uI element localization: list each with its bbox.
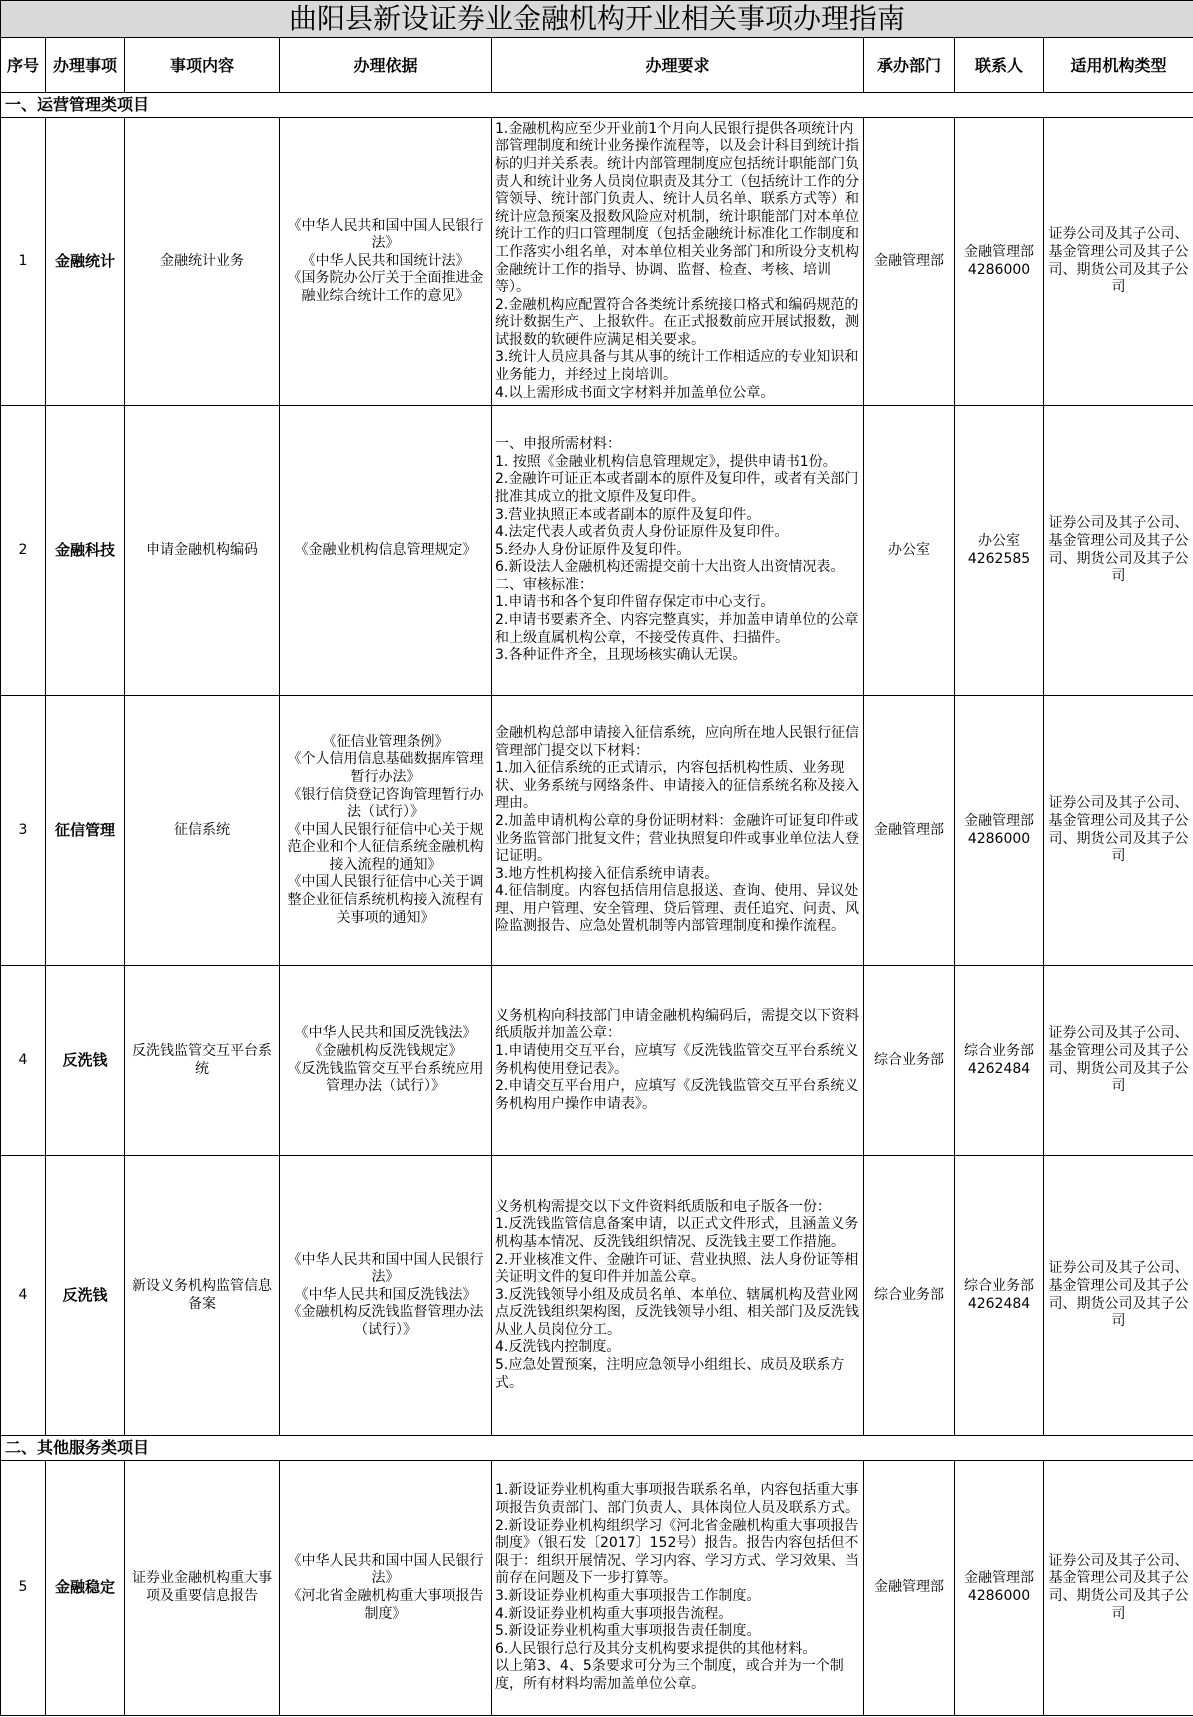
- row-types: 证券公司及其子公司、基金管理公司及其子公司、期货公司及其子公司: [1044, 406, 1193, 696]
- contact-line: 办公室: [978, 532, 1020, 549]
- row-requirements: 金融机构总部申请接入征信系统，应向所在地人民银行征信管理部门提交以下材料： 1.加入征信系统的正式请示，内容包括机构性质、业务现状、业务系统与网络条件、申请接入的征信系统名称及接入理由。 2.加盖申请机构公章的身份证明材料：金融许可证复印件或业务监管部门批复文件；营业执照复印件或事业单位法人登记证明。 3.地方性机构接入征信系统申请表。 4.征信制度。内容包括信用信息报送、查询、使用、异议处理、用户管理、安全管理、贷后管理、责任追究、问责、风险监测报告、应急处置机制等内部管理制度和操作流程。: [492, 696, 864, 966]
- basis-line: 《中华人民共和国中国人民银行法》: [287, 1552, 484, 1587]
- basis-line: 《金融业机构信息管理规定》: [294, 541, 477, 558]
- row-contact: [955, 966, 1044, 1156]
- row-contact: [955, 118, 1044, 406]
- basis-line: 《河北省金融机构重大事项报告制度》: [287, 1588, 484, 1622]
- row-requirements: 1.新设证券业机构重大事项报告联系名单，内容包括重大事项报告负责部门、部门负责人、具体岗位人员及联系方式。 2.新设证券业机构组织学习《河北省金融机构重大事项报告制度》（银石发〔2017〕152号）报告。报告内容包括但不限于：组织开展情况、学习内容、学习方式、学习效果、当前存在问题及下一步打算等。 3.新设证券业机构重大事项报告工作制度。 4.新设证券业机构重大事项报告流程。 5.新设证券业机构重大事项报告责任制度。 6.人民银行总行及其分支机构要求提供的其他材料。 以上第3、4、5条要求可分为三个制度，或合并为一个制度，所有材料均需加盖单位公章。: [492, 1461, 864, 1716]
- row-requirements: 1.金融机构应至少开业前1个月向人民银行提供各项统计内部管理制度和统计业务操作流程等，以及会计科目到统计指标的归并关系表。统计内部管理制度应包括统计职能部门负责人和统计业务人员岗位职责及其分工（包括统计工作的分管领导、统计部门负责人、统计人员名单、联系方式等）和统计应急预案及报数风险应对机制，统计职能部门对本单位统计工作的归口管理制度（包括金融统计标准化工作制度和工作落实小组名单，对本单位相关业务部门和所设分支机构金融统计工作的指导、协调、监督、检查、考核、培训等）。 2.金融机构应配置符合各类统计系统接口格式和编码规范的统计数据生产、上报软件。在正式报数前应开展试报数，测试报数的软硬件应满足相关要求。 3.统计人员应具备与其从事的统计工作相适应的专业知识和业务能力，并经过上岗培训。 4.以上需形成书面文字材料并加盖单位公章。: [492, 118, 864, 406]
- basis-line: 《中国人民银行征信中心关于规范企业和个人征信系统金融机构接入流程的通知》: [287, 821, 484, 873]
- row-contact: [955, 1156, 1044, 1436]
- row-content: 新设义务机构监管信息备案: [125, 1156, 280, 1436]
- row-requirements: 义务机构向科技部门申请金融机构编码后，需提交以下资料纸质版并加盖公章： 1.申请使用交互平台，应填写《反洗钱监管交互平台系统义务机构使用登记表》。 2.申请交互平台用户，应填写《反洗钱监管交互平台系统义务机构用户操作申请表》。: [492, 966, 864, 1156]
- row-number: 2: [1, 406, 46, 696]
- table-row: [1, 1156, 1193, 1436]
- row-contact: [955, 1461, 1044, 1716]
- row-dept: 金融管理部: [864, 696, 955, 966]
- basis-line: 《征信业管理条例》: [322, 733, 449, 750]
- row-dept: 金融管理部: [864, 118, 955, 406]
- row-content: 征信系统: [125, 696, 280, 966]
- row-item: 金融统计: [46, 118, 125, 406]
- header-dept: 承办部门: [864, 38, 955, 93]
- basis-line: 《银行信贷登记咨询管理暂行办法（试行）》: [287, 786, 484, 821]
- row-number: 5: [1, 1461, 46, 1716]
- header-item: 办理事项: [46, 38, 125, 93]
- page-title: 曲阳县新设证券业金融机构开业相关事项办理指南: [1, 1, 1193, 38]
- row-basis: [280, 1461, 492, 1716]
- section-row: [1, 93, 1193, 118]
- contact-line: 综合业务部: [964, 1042, 1034, 1059]
- row-basis: [280, 1156, 492, 1436]
- contact-line: 4262484: [967, 1295, 1031, 1312]
- row-item: 反洗钱: [46, 966, 125, 1156]
- header-basis: 办理依据: [280, 38, 492, 93]
- basis-line: 《中华人民共和国反洗钱法》: [294, 1286, 477, 1303]
- row-types: 证券公司及其子公司、基金管理公司及其子公司、期货公司及其子公司: [1044, 966, 1193, 1156]
- contact-line: 4262484: [967, 1060, 1031, 1077]
- row-requirements: 义务机构需提交以下文件资料纸质版和电子版各一份： 1.反洗钱监管信息备案申请，以正式文件形式，且涵盖义务机构基本情况、反洗钱组织情况、反洗钱主要工作措施。 2.开业核准文件、金融许可证、营业执照、法人身份证等相关证明文件的复印件并加盖公章。 3.反洗钱领导小组及成员名单、本单位、辖属机构及营业网点反洗钱组织架构图，反洗钱领导小组、相关部门及反洗钱从业人员岗位分工。 4.反洗钱内控制度。 5.应急处置预案，注明应急领导小组组长、成员及联系方式。: [492, 1156, 864, 1436]
- row-types: 证券公司及其子公司、基金管理公司及其子公司、期货公司及其子公司: [1044, 1156, 1193, 1436]
- row-dept: 综合业务部: [864, 1156, 955, 1436]
- row-basis: [280, 696, 492, 966]
- basis-line: 《金融机构反洗钱监督管理办法（试行）》: [287, 1304, 484, 1338]
- section-label: 二、其他服务类项目: [1, 1436, 1193, 1461]
- row-item: 征信管理: [46, 696, 125, 966]
- basis-line: 《国务院办公厅关于全面推进金融业综合统计工作的意见》: [287, 270, 484, 304]
- basis-line: 《中华人民共和国中国人民银行法》: [287, 217, 484, 252]
- table-row: [1, 1461, 1193, 1716]
- row-basis: [280, 966, 492, 1156]
- row-dept: 金融管理部: [864, 1461, 955, 1716]
- contact-line: 4262585: [967, 550, 1031, 567]
- row-number: 1: [1, 118, 46, 406]
- contact-line: 金融管理部: [964, 1570, 1034, 1587]
- row-types: 证券公司及其子公司、基金管理公司及其子公司、期货公司及其子公司: [1044, 118, 1193, 406]
- contact-line: 金融管理部: [964, 812, 1034, 829]
- contact-line: 金融管理部: [964, 243, 1034, 260]
- row-contact: [955, 406, 1044, 696]
- header-row: [1, 38, 1193, 93]
- section-row: [1, 1436, 1193, 1461]
- row-content: 反洗钱监管交互平台系统: [125, 966, 280, 1156]
- row-number: 3: [1, 696, 46, 966]
- row-item: 反洗钱: [46, 1156, 125, 1436]
- table-row: [1, 406, 1193, 696]
- basis-line: 《中国人民银行征信中心关于调整企业征信系统机构接入流程有关事项的通知》: [287, 874, 484, 926]
- contact-line: 4286000: [967, 1588, 1031, 1604]
- row-contact: [955, 696, 1044, 966]
- row-item: 金融稳定: [46, 1461, 125, 1716]
- row-basis: [280, 406, 492, 696]
- contact-line: 4286000: [967, 830, 1031, 847]
- row-dept: 综合业务部: [864, 966, 955, 1156]
- contact-line: 4286000: [967, 261, 1031, 278]
- row-item: 金融科技: [46, 406, 125, 696]
- header-contact: 联系人: [955, 38, 1044, 93]
- row-content: 金融统计业务: [125, 118, 280, 406]
- header-no: 序号: [1, 38, 46, 93]
- header-types: 适用机构类型: [1044, 38, 1193, 93]
- basis-line: 《金融机构反洗钱规定》: [308, 1042, 463, 1059]
- row-number: 4: [1, 966, 46, 1156]
- row-content: 证券业金融机构重大事项及重要信息报告: [125, 1461, 280, 1716]
- basis-line: 《中华人民共和国统计法》: [301, 252, 470, 269]
- basis-line: 《中华人民共和国中国人民银行法》: [287, 1251, 484, 1286]
- row-basis: [280, 118, 492, 406]
- header-content: 事项内容: [125, 38, 280, 93]
- row-requirements: 一、申报所需材料： 1. 按照《金融业机构信息管理规定》，提供申请书1份。 2.金融许可证正本或者副本的原件及复印件，或者有关部门批准其成立的批文原件及复印件。 3.营业执照正本或者副本的原件及复印件。 4.法定代表人或者负责人身份证原件及复印件。 5.经办人身份证原件及复印件。 6.新设法人金融机构还需提交前十大出资人出资情况表。 二、审核标准： 1.申请书和各个复印件留存保定市中心支行。 2.申请书要素齐全、内容完整真实，并加盖申请单位的公章和上级直属机构公章，不接受传真件、扫描件。 3.各种证件齐全，且现场核实确认无误。: [492, 406, 864, 696]
- table-row: [1, 966, 1193, 1156]
- table-row: [1, 696, 1193, 966]
- contact-line: 综合业务部: [964, 1277, 1034, 1294]
- row-content: 申请金融机构编码: [125, 406, 280, 696]
- row-types: 证券公司及其子公司、基金管理公司及其子公司、期货公司及其子公司: [1044, 1461, 1193, 1716]
- basis-line: 《反洗钱监管交互平台系统应用管理办法（试行）》: [287, 1060, 484, 1095]
- section-label: 一、运营管理类项目: [1, 93, 1193, 118]
- row-dept: 办公室: [864, 406, 955, 696]
- row-number: 4: [1, 1156, 46, 1436]
- row-types: 证券公司及其子公司、基金管理公司及其子公司、期货公司及其子公司: [1044, 696, 1193, 966]
- basis-line: 《个人信用信息基础数据库管理暂行办法》: [287, 751, 484, 785]
- header-requirements: 办理要求: [492, 38, 864, 93]
- table-row: [1, 118, 1193, 406]
- basis-line: 《中华人民共和国反洗钱法》: [294, 1025, 477, 1042]
